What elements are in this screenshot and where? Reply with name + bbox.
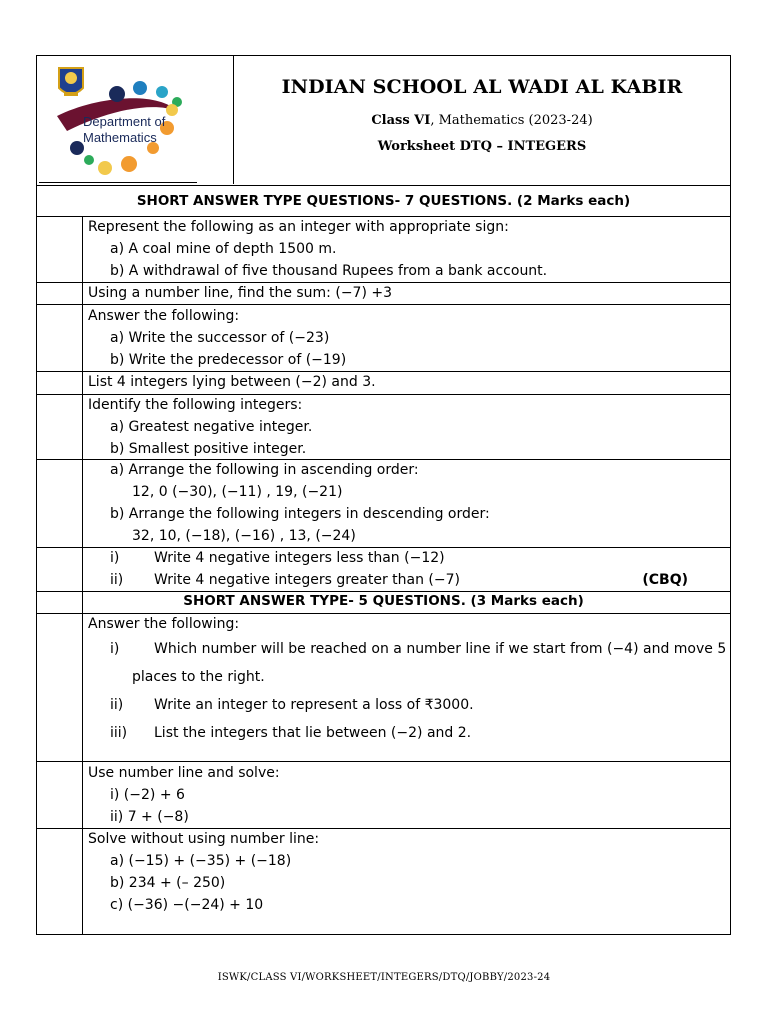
question-row: i) Write 4 negative integers less than (−12) ii) Write 4 negative integers greater than (−7) (CBQ) [88,547,728,591]
number-column-line [82,217,83,934]
svg-text:Department of: Department of [83,114,166,129]
question-row: Answer the following: i) Which number will be reached on a number line if we start from (−4) and move 5 places to the right. ii) Write an integer to represent a loss of ₹3000. iii) List the integers that lie between (−2) and 2. [88,616,727,741]
question-row: Answer the following: a) Write the successor of (−23) b) Write the predecessor of (−19) [88,308,347,368]
question-row: Identify the following integers: a) Greatest negative integer. b) Smallest positive integer. [88,397,313,457]
header [37,56,730,186]
question-row: Using a number line, find the sum: (−7) +3 [88,285,393,301]
section-title: SHORT ANSWER TYPE- 5 QUESTIONS. (3 Marks each) [183,593,584,609]
svg-text:Mathematics: Mathematics [83,130,157,145]
divider [37,185,730,186]
question-row: List 4 integers lying between (−2) and 3. [88,374,376,390]
cbq-tag: (CBQ) [642,572,688,588]
question-row: a) Arrange the following in ascending order: 12, 0 (−30), (−11) , 19, (−21) b) Arrange the following integers in descending order: 32, 10, (−18), (−16) , 13, (−24) [110,462,490,544]
worksheet-page [36,55,731,935]
worksheet-title: Worksheet DTQ – INTEGERS [377,139,587,154]
logo-cell [37,56,234,184]
title-block [234,56,730,184]
question-row: Solve without using number line: a) (−15) + (−35) + (−18) b) 234 + (– 250) c) (−36) −(−24) + 10 [88,831,320,913]
question-row: Use number line and solve: i) (−2) + 6 ii) 7 + (−8) [88,765,280,825]
school-name: INDIAN SCHOOL AL WADI AL KABIR [281,76,683,98]
class-line: Class VI, Mathematics (2023-24) [371,113,593,128]
section-title: SHORT ANSWER TYPE QUESTIONS- 7 QUESTIONS. (2 Marks each) [136,193,631,209]
math-department-logo [37,56,233,184]
logo-underline [39,182,197,183]
question-row: Represent the following as an integer with appropriate sign: a) A coal mine of depth 1500 m. b) A withdrawal of five thousand Rupees from a bank account. [88,219,548,279]
divider [37,591,730,592]
page-footer: ISWK/CLASS VI/WORKSHEET/INTEGERS/DTQ/JOBBY/2023-24 [217,972,551,983]
